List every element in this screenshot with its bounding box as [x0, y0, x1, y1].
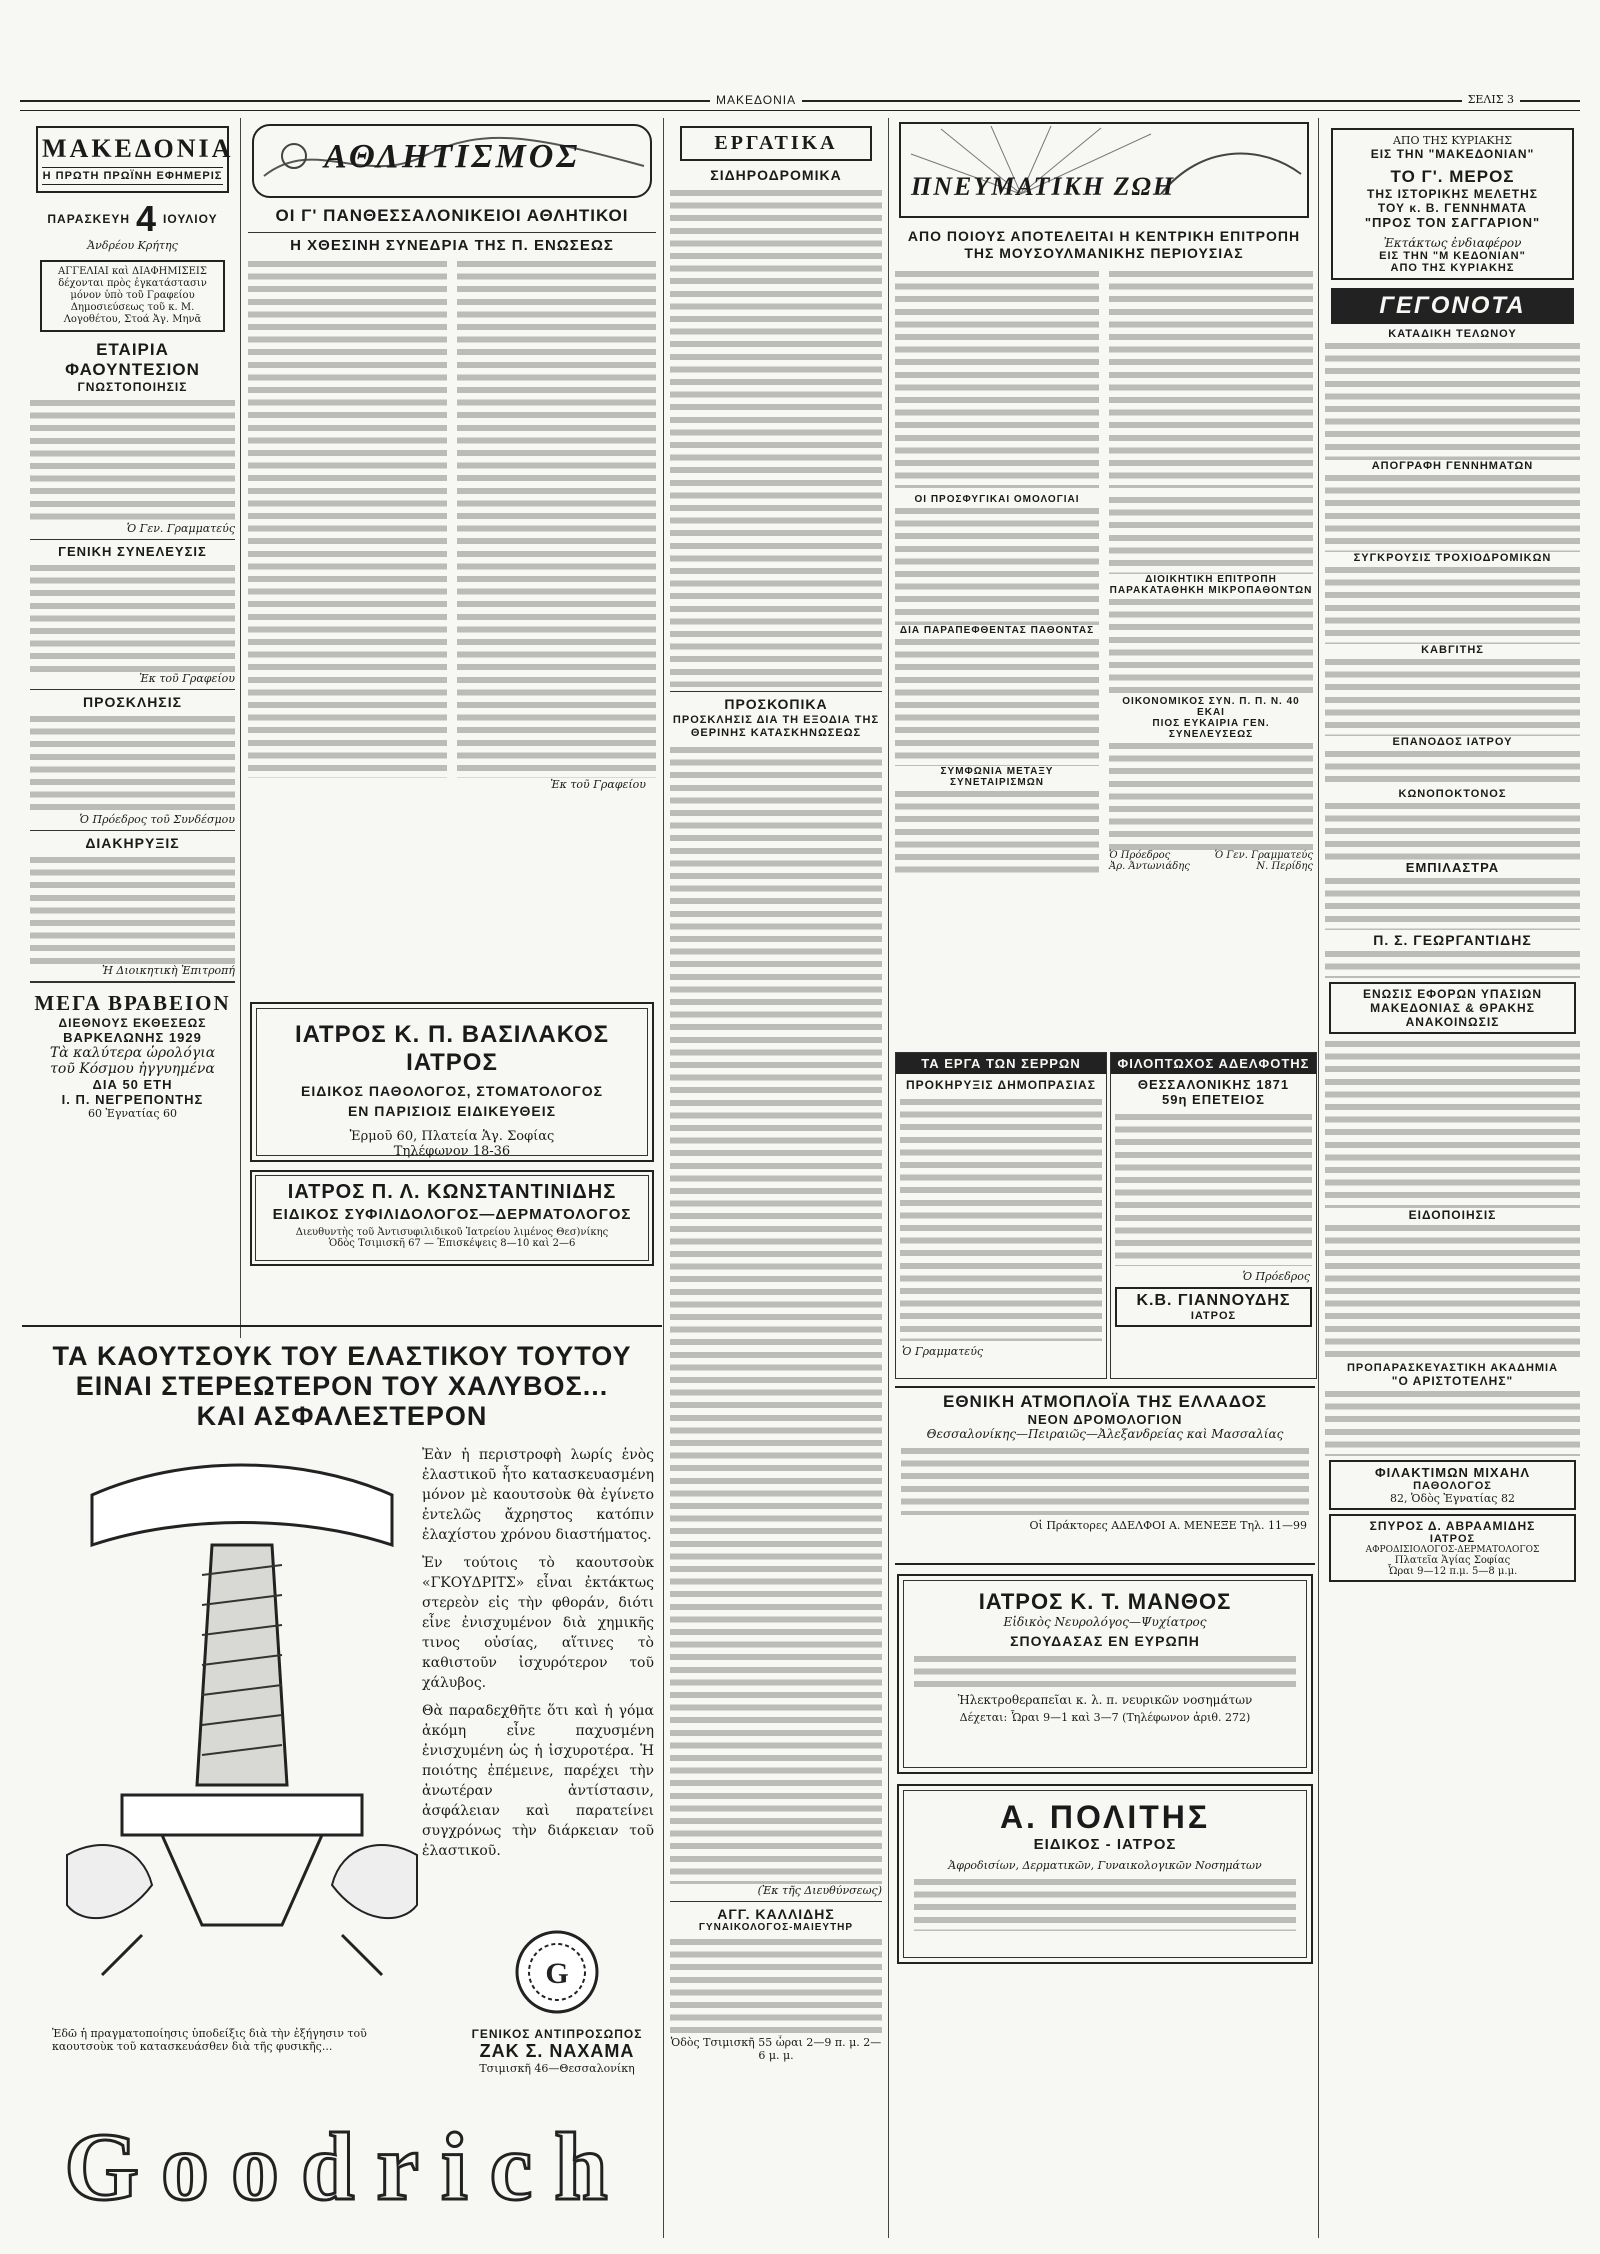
giannoudis-sub: ΙΑΤΡΟΣ	[1190, 1310, 1237, 1322]
intellectual-text-col-b	[1109, 268, 1313, 488]
giannoudis-name: Κ.Β. ΓΙΑΝΝΟΥΔΗΣ	[1136, 1292, 1291, 1309]
event-heading-1: ΚΑΤΑΔΙΚΗ ΤΕΛΩΝΟΥ	[1388, 328, 1517, 340]
manthos-line-4: Δέχεται: Ὧραι 9—1 καὶ 3—7 (Τηλέφωνον ἀριθ. 272)	[959, 1711, 1251, 1724]
avraamidis-line-2: ΙΑΤΡΟΣ	[1429, 1533, 1476, 1545]
col1-article-4	[30, 854, 235, 964]
ad-politis	[897, 1784, 1313, 1964]
intellectual-banner	[899, 122, 1309, 218]
masthead-title: ΜΑΚΕΔΟΝΙΑ	[42, 134, 234, 163]
ad-konst-line-3: Ὁδὸς Τσιμισκῆ 67 — Ἐπισκέψεις 8—10 καὶ 2—6	[328, 1238, 576, 1249]
labor-banner	[680, 126, 872, 161]
event-heading-7: ΕΜΠΙΛΑΣΤΡΑ	[1405, 860, 1500, 875]
steamship-subtitle: ΝΕΟΝ ΔΡΟΜΟΛΟΓΙΟΝ	[1027, 1412, 1183, 1427]
ad-vasilakos-line-2: ΕΝ ΠΑΡΙΣΙΟΙΣ ΕΙΔΙΚΕΥΘΕΙΣ	[347, 1103, 557, 1119]
agent-line-3: Τσιμισκῆ 46—Θεσσαλονίκη	[479, 2062, 635, 2075]
column-4	[895, 118, 1313, 1048]
goodrich-emblem-icon	[512, 1927, 602, 2017]
ad-vasilakos-line-4: Τηλέφωνον 18-36	[393, 1144, 511, 1159]
intellectual-sub-5: ΠΑΡΑΚΑΤΑΘΗΚΗ ΜΙΚΡΟΠΑΘΟΝΤΩΝ	[1109, 585, 1313, 596]
watch-ad-line-1: ΔΙΕΘΝΟΥΣ ΕΚΘΕΣΕΩΣ	[58, 1016, 207, 1030]
sign-left-name: Ἀρ. Ἀντωνιάδης	[1109, 861, 1190, 872]
goodrich-body-3: Θὰ παραδεχθῆτε ὅτι καὶ ἡ γόμα ἀκόμη εἶνε παχυσμένη ἐνισχυμένη ὡς ἡ ἰσχυροτέρα. Ἡ ποιότης ἐπέμεινε, παρέχει τὴν ἀνωτέραν ἀντίστασιν, ἀσφάλειαν καὶ παρατείνει συγχρόνως τὴν διάρκειαν τοῦ ἐλαστικοῦ.	[422, 1703, 654, 1859]
goodrich-agent	[462, 1927, 652, 2075]
avraamidis-line-5: Ὧραι 9—12 π.μ. 5—8 μ.μ.	[1387, 1566, 1518, 1577]
header-paper-name: ΜΑΚΕΔΟΝΙΑ	[710, 93, 802, 107]
steamship-signature: Οἱ Πράκτορες ΑΔΕΛΦΟΙ Α. ΜΕΝΕΞΕ Τηλ. 11—99	[1029, 1519, 1307, 1532]
event-text-6	[1325, 800, 1580, 860]
events-banner	[1331, 288, 1574, 324]
intellectual-headline: ΑΠΟ ΠΟΙΟΥΣ ΑΠΟΤΕΛΕΙΤΑΙ Η ΚΕΝΤΡΙΚΗ ΕΠΙΤΡΟΠΗ ΤΗΣ ΜΟΥΣΟΥΛΜΑΝΙΚΗΣ ΠΕΡΙΟΥΣΙΑΣ	[907, 228, 1301, 261]
sign-right-title: Ὁ Γεν. Γραμματεύς	[1214, 850, 1313, 861]
event-heading-4: ΚΑΒΓΙΤΗΣ	[1421, 644, 1484, 656]
col1-heading-4: ΔΙΑΚΗΡΥΞΙΣ	[85, 835, 180, 851]
phil-subtitle: ΘΕΣΣΑΛΟΝΙΚΗΣ 1871	[1137, 1077, 1290, 1092]
event-text-7	[1325, 875, 1580, 930]
col1-article-2	[30, 562, 235, 672]
intellectual-sub-4: ΔΙΟΙΚΗΤΙΚΗ ΕΠΙΤΡΟΠΗ	[1145, 574, 1277, 585]
promo-line-3: ΤΟ Γ'. ΜΕΡΟΣ	[1390, 167, 1515, 186]
ad-avraamidis	[1329, 1514, 1576, 1582]
goodrich-ad	[22, 1325, 662, 2232]
watch-ad-line-2: ΒΑΡΚΕΛΩΝΗΣ 1929	[63, 1030, 202, 1045]
steamship-text	[901, 1445, 1309, 1515]
academy-text	[1325, 1388, 1580, 1456]
intellectual-signatures	[1109, 850, 1313, 872]
ad-kallidis-sub: ΓΥΝΑΙΚΟΛΟΓΟΣ-ΜΑΙΕΥΤΗΡ	[698, 1922, 854, 1933]
notice-heading: ΕΙΔΟΠΟΙΗΣΙΣ	[1408, 1208, 1497, 1222]
promo-line-6: "ΠΡΟΣ ΤΟΝ ΣΑΓΓΑΡΙΟΝ"	[1364, 215, 1541, 230]
steamship-notice	[895, 1386, 1315, 1565]
labor-signature: (Ἐκ τῆς Διευθύνσεως)	[757, 1884, 882, 1897]
column-rule	[663, 118, 664, 2238]
watch-ad-line-5: ΔΙΑ 50 ΕΤΗ	[92, 1077, 173, 1092]
ads-note-box: ΑΓΓΕΛΙΑΙ καὶ ΔΙΑΦΗΜΙΣΕΙΣ δέχονται πρὸς ἐγκατάστασιν μόνον ὑπὸ τοῦ Γραφείου Δημοσιεύσεως τοῦ κ. Μ. Λογοθέτου, Στοά Ἀγ. Μηνᾶ	[40, 260, 225, 332]
ad-kallidis-address: Ὁδὸς Τσιμισκῆ 55 ὧραι 2—9 π. μ. 2—6 μ. μ.	[670, 2036, 882, 2062]
intellectual-sub-1: ΟΙ ΠΡΟΣΦΥΓΙΚΑΙ ΟΜΟΛΟΓΙΑΙ	[914, 494, 1080, 505]
manthos-name: ΙΑΤΡΟΣ Κ. Τ. ΜΑΝΘΟΣ	[978, 1589, 1232, 1614]
col1-article-1	[30, 397, 235, 522]
col1-signature-3: Ὁ Πρόεδρος τοῦ Συνδέσμου	[79, 813, 235, 826]
ad-giannoudis	[1115, 1287, 1312, 1327]
event-text-2	[1325, 472, 1580, 552]
politis-line-1: Ἀφροδισίων, Δερματικῶν, Γυναικολογικῶν Νοσημάτων	[948, 1859, 1262, 1872]
column-rule	[240, 118, 241, 1338]
ad-vasilakos-line-3: Ἑρμοῦ 60, Πλατεία Ἁγ. Σοφίας	[349, 1129, 555, 1144]
sports-headline: ΟΙ Γ' ΠΑΝΘΕΣΣΑΛΟΝΙΚΕΙΟΙ ΑΘΛΗΤΙΚΟΙ	[275, 206, 629, 225]
promo-line-1: ΑΠΟ ΤΗΣ ΚΥΡΙΑΚΗΣ	[1392, 134, 1512, 147]
column-3	[670, 118, 882, 2218]
intellectual-sub-7-text	[1109, 740, 1313, 850]
sign-left-title: Ὁ Πρόεδρος	[1109, 850, 1171, 861]
column-rule	[1318, 118, 1319, 2238]
phil-subtitle-2: 59η ΕΠΕΤΕΙΟΣ	[1162, 1092, 1265, 1107]
event-heading-5: ΕΠΑΝΟΔΟΣ ΙΑΤΡΟΥ	[1392, 736, 1513, 748]
works-text	[900, 1096, 1102, 1341]
phil-text	[1115, 1111, 1312, 1266]
avraamidis-line-3: ΑΦΡΟΔΙΣΙΟΛΟΓΟΣ-ΔΕΡΜΑΤΟΛΟΓΟΣ	[1365, 1545, 1540, 1555]
ad-konstantinidis	[250, 1170, 654, 1266]
col1-article-3	[30, 713, 235, 813]
column-1	[30, 118, 235, 1333]
intellectual-sub-5-text	[1109, 596, 1313, 696]
event-text-5	[1325, 748, 1580, 788]
works-title: ΤΑ ΕΡΓΑ ΤΩΝ ΣΕΡΡΩΝ	[896, 1053, 1106, 1074]
date-month: ΙΟΥΛΙΟΥ	[163, 212, 218, 226]
goodrich-headline-2: ΕΙΝΑΙ ΣΤΕΡΕΩΤΕΡΟΝ ΤΟΥ ΧΑΛΥΒΟΣ...	[75, 1371, 609, 1401]
intellectual-sub-3: ΣΥΜΦΩΝΙΑ ΜΕΤΑΞΥ ΣΥΝΕΤΑΙΡΙΣΜΩΝ	[940, 766, 1054, 788]
masthead-subtitle: Η ΠΡΩΤΗ ΠΡΩΪΝΗ ΕΦΗΜΕΡΙΣ	[42, 167, 223, 185]
date-day: ΠΑΡΑΣΚΕΥΗ	[47, 212, 131, 226]
event-text-3	[1325, 564, 1580, 644]
intellectual-sub-3-text	[895, 788, 1099, 878]
works-subtitle: ΠΡΟΚΗΡΥΞΙΣ ΔΗΜΟΠΡΑΣΙΑΣ	[906, 1078, 1096, 1092]
phil-title: ΦΙΛΟΠΤΩΧΟΣ ΑΔΕΛΦΟΤΗΣ	[1111, 1053, 1316, 1074]
intellectual-cont-text	[1109, 494, 1313, 574]
politis-name: Α. ΠΟΛΙΤΗΣ	[999, 1799, 1211, 1835]
efors-text	[1325, 1038, 1580, 1208]
intellectual-text-col-a	[895, 268, 1099, 488]
col1-signature-4: Ἡ Διοικητικὴ Ἐπιτροπή	[101, 964, 235, 977]
col1-signature-2: Ἐκ τοῦ Γραφείου	[139, 672, 235, 685]
labor-article-2	[670, 744, 882, 1884]
promo-line-5: ΤΟΥ κ. Β. ΓΕΝΝΗΜΑΤΑ	[1377, 201, 1528, 215]
sign-right-name: Ν. Περίδης	[1256, 861, 1313, 872]
col1-heading-1b: ΓΝΩΣΤΟΠΟΙΗΣΙΣ	[77, 380, 188, 394]
column-5	[1325, 118, 1580, 2228]
labor-section-title: ΕΡΓΑΤΙΚΑ	[714, 132, 838, 154]
date-number: 4	[136, 198, 158, 239]
ad-vasilakos-line-1: ΕΙΔΙΚΟΣ ΠΑΘΟΛΟΓΟΣ, ΣΤΟΜΑΤΟΛΟΓΟΣ	[301, 1083, 603, 1099]
col1-heading-2: ΓΕΝΙΚΗ ΣΥΝΕΛΕΥΣΙΣ	[58, 544, 207, 559]
ad-vasilakos	[250, 1002, 654, 1162]
goodrich-caption: Ἐδῶ ἡ πραγματοποίησις ὑποδείξις διὰ τὴν ἐξήγησιν τοῦ καουτσοὺκ τοῦ κατασκευάσθεν διὰ τῆς φυσικῆς...	[52, 2027, 367, 2053]
manthos-line-1: Εἰδικὸς Νευρολόγος—Ψυχίατρος	[1003, 1615, 1207, 1629]
goodrich-body-2: Ἐν τούτοις τὸ καουτσοὺκ «ΓΚΟΥΔΡΙΤΣ» εἶναι ἐκτάκτως στερεὸν εἰς τὴν φθοράν, διότι εἶνε ἐνισχυμένον διὰ χημικῆς τινος οὐσίας, αἵτινες τὸ καθιστοῦν ἰσχυρότερον τοῦ χάλυβος.	[422, 1555, 654, 1691]
page-header-rule	[20, 93, 1580, 111]
ad-kallidis-text	[670, 1936, 882, 2036]
col1-signature-1: Ὁ Γεν. Γραμματεύς	[126, 522, 235, 535]
ad-konst-line-1: ΕΙΔΙΚΟΣ ΣΥΦΙΛΙΔΟΛΟΓΟΣ—ΔΕΡΜΑΤΟΛΟΓΟΣ	[272, 1206, 632, 1223]
event-text-1	[1325, 340, 1580, 460]
manthos-text	[914, 1653, 1296, 1689]
sports-section-title: ΑΘΛΗΤΙΣΜΟΣ	[324, 138, 581, 175]
avraamidis-line-1: ΣΠΥΡΟΣ Δ. ΑΒΡΑΑΜΙΔΗΣ	[1369, 1519, 1536, 1533]
steamship-route: Θεσσαλονίκης—Πειραιῶς—Ἀλεξανδρείας καὶ Μασσαλίας	[926, 1427, 1284, 1441]
event-text-4	[1325, 656, 1580, 736]
ad-konst-line-2: Διευθυντὴς τοῦ Ἀντισυφιλιδικοῦ Ἰατρείου λιμένος Θεσ)νίκης	[295, 1227, 609, 1238]
agent-line-2: ΖΑΚ Σ. ΝΑΧΑΜΑ	[479, 2041, 635, 2061]
politis-sub: ΕΙΔΙΚΟΣ - ΙΑΤΡΟΣ	[1033, 1836, 1177, 1853]
date-saint: Ἀνδρέου Κρήτης	[87, 239, 178, 252]
scouts-subheading: ΠΡΟΣΚΛΗΣΙΣ ΔΙΑ ΤΗ ΕΞΟΔΙΑ ΤΗΣ ΘΕΡΙΝΗΣ ΚΑΤΑΣΚΗΝΩΣΕΩΣ	[672, 714, 880, 739]
intellectual-sub-7: ΠΙΟΣ ΕΥΚΑΙΡΙΑ ΓΕΝ. ΣΥΝΕΛΕΥΣΕΩΣ	[1152, 718, 1270, 740]
phil-signature: Ὁ Πρόεδρος	[1242, 1270, 1310, 1283]
ad-manthos	[897, 1574, 1313, 1774]
sports-text-col-b	[457, 258, 656, 778]
ad-georgantidis-title: Π. Σ. ΓΕΩΡΓΑΝΤΙΔΗΣ	[1373, 932, 1532, 948]
intellectual-sub-2: ΔΙΑ ΠΑΡΑΠΕΦΘΕΝΤΑΣ ΠΑΘΟΝΤΑΣ	[899, 625, 1095, 636]
efors-sub: ΜΑΚΕΔΟΝΙΑΣ & ΘΡΑΚΗΣ	[1370, 1001, 1535, 1015]
goodrich-body	[422, 1445, 654, 1861]
goodrich-headline-1: ΤΑ ΚΑΟΥΤΣΟΥΚ ΤΟΥ ΕΛΑΣΤΙΚΟΥ ΤΟΥΤΟΥ	[52, 1341, 632, 1371]
academy-heading: ΠΡΟΠΑΡΑΣΚΕΥΑΣΤΙΚΗ ΑΚΑΔΗΜΙΑ	[1346, 1362, 1559, 1374]
col1-heading-1: ΕΤΑΙΡΙΑ ΦΑΟΥΝΤΕΣΙΟΝ	[65, 340, 200, 379]
promo-box	[1331, 128, 1574, 280]
promo-line-9: ΑΠΟ ΤΗΣ ΚΥΡΙΑΚΗΣ	[1390, 262, 1515, 274]
sports-banner	[252, 124, 652, 198]
ad-michael	[1329, 1460, 1576, 1510]
col1-heading-3: ΠΡΟΣΚΛΗΣΙΣ	[83, 694, 182, 710]
watch-ad-line-3: Τὰ καλύτερα ὡρολόγια	[49, 1045, 216, 1061]
column-rule	[888, 118, 889, 2238]
ad-kallidis	[670, 1906, 882, 2062]
event-heading-2: ΑΠΟΓΡΑΦΗ ΓΕΝΝΗΜΑΤΩΝ	[1371, 460, 1534, 472]
manthos-line-2: ΣΠΟΥΔΑΣΑΣ ΕΝ ΕΥΡΩΠΗ	[1010, 1633, 1200, 1649]
ad-konst-name: ΙΑΤΡΟΣ Π. Λ. ΚΩΝΣΤΑΝΤΙΝΙΔΗΣ	[287, 1181, 617, 1203]
watch-ad	[30, 987, 235, 1124]
efors-sub-2: ΑΝΑΚΟΙΝΩΣΙΣ	[1405, 1015, 1500, 1029]
steamship-title: ΕΘΝΙΚΗ ΑΤΜΟΠΛΟΪΑ ΤΗΣ ΕΛΛΑΔΟΣ	[942, 1392, 1267, 1411]
goodrich-body-1: Ἐὰν ἡ περιστροφὴ λωρίς ἑνὸς ἐλαστικοῦ ἦτο κατασκευασμένη μόνον μὲ καουτσοὺκ θὰ ἐγίνετο ἐντελῶς ἄχρηστος κατόπιν ἐλαχίστου χρόνου διαστήματος.	[422, 1447, 654, 1543]
notice-text	[1325, 1222, 1580, 1362]
sports-text-col-a	[248, 258, 447, 778]
politis-text	[914, 1876, 1296, 1931]
promo-line-8: ΕΙΣ ΤΗΝ "Μ ΚΕΔΟΝΙΑΝ"	[1379, 250, 1526, 262]
intellectual-lower	[895, 494, 1313, 878]
event-heading-3: ΣΥΓΚΡΟΥΣΙΣ ΤΡΟΧΙΟΔΡΟΜΙΚΩΝ	[1353, 552, 1552, 564]
labor-subheading: ΣΙΔΗΡΟΔΡΟΜΙΚΑ	[710, 167, 842, 183]
masthead-date	[30, 198, 235, 239]
promo-line-2: ΕΙΣ ΤΗΝ "ΜΑΚΕΔΟΝΙΑΝ"	[1370, 147, 1535, 161]
watch-ad-line-7: 60 Ἐγνατίας 60	[87, 1107, 178, 1120]
michael-line-2: ΠΑΘΟΛΟΓΟΣ	[1413, 1480, 1492, 1492]
philoptochos-notice	[1110, 1052, 1317, 1379]
serres-works-notice	[895, 1052, 1107, 1379]
works-signature: Ὁ Γραμματεύς	[902, 1345, 984, 1358]
ad-georgantidis-text	[1325, 948, 1580, 978]
ad-vasilakos-name: ΙΑΤΡΟΣ Κ. Π. ΒΑΣΙΛΑΚΟΣ ΙΑΤΡΟΣ	[294, 1021, 610, 1076]
intellectual-article	[895, 268, 1313, 488]
academy-name: "Ο ΑΡΙΣΤΟΤΕΛΗΣ"	[1391, 1374, 1514, 1388]
watch-ad-line-6: Ι. Π. ΝΕΓΡΕΠΟΝΤΗΣ	[61, 1092, 204, 1107]
ad-kallidis-name: ΑΓΓ. ΚΑΛΛΙΔΗΣ	[717, 1906, 835, 1922]
labor-article-1	[670, 187, 882, 687]
sports-article	[248, 258, 656, 778]
sports-signature: Ἐκ τοῦ Γραφείου	[550, 778, 646, 791]
avraamidis-line-4: Πλατεῖα Ἁγίας Σοφίας	[1394, 1555, 1511, 1566]
event-heading-6: ΚΩΝΟΠΟΚΤΟΝΟΣ	[1398, 788, 1507, 800]
events-section-title: ΓΕΓΟΝΟΤΑ	[1379, 292, 1526, 319]
intellectual-lower-col-b	[1109, 494, 1313, 878]
manthos-line-3: Ἠλεκτροθεραπεῖαι κ. λ. π. νευρικῶν νοσημάτων	[957, 1693, 1253, 1707]
goodrich-logo: Goodrich	[64, 2113, 630, 2220]
michael-line-3: 82, Ὁδὸς Ἐγνατίας 82	[1390, 1492, 1515, 1505]
intellectual-lower-col-a	[895, 494, 1099, 878]
efors-title: ΕΝΩΣΙΣ ΕΦΟΡΩΝ ΥΠΑΣΙΩΝ	[1362, 987, 1543, 1001]
sports-subheadline: Η ΧΘΕΣΙΝΗ ΣΥΝΕΔΡΙΑ ΤΗΣ Π. ΕΝΩΣΕΩΣ	[248, 232, 656, 254]
goodrich-headline-3: ΚΑΙ ΑΣΦΑΛΕΣΤΕΡΟΝ	[196, 1401, 488, 1431]
column-2	[248, 118, 656, 918]
agent-line-1: ΓΕΝΙΚΟΣ ΑΝΤΙΠΡΟΣΩΠΟΣ	[471, 2027, 643, 2041]
watch-ad-title: ΜΕΓΑ ΒΡΑΒΕΙΟΝ	[34, 991, 231, 1015]
promo-line-4: ΤΗΣ ΙΣΤΟΡΙΚΗΣ ΜΕΛΕΤΗΣ	[1367, 187, 1538, 201]
intellectual-section-title: ΠΝΕΥΜΑΤΙΚΗ ΖΩΗ	[911, 172, 1176, 201]
ad-efors-union	[1329, 982, 1576, 1034]
michael-line-1: ΦΙΛΑΚΤΙΜΩΝ ΜΙΧΑΗΛ	[1374, 1465, 1531, 1480]
intellectual-sub-2-text	[895, 636, 1099, 766]
intellectual-sub-1-text	[895, 505, 1099, 625]
goodrich-emblem-letter: G	[545, 1957, 569, 1990]
watch-ad-line-4: τοῦ Κόσμου ἠγγυημένα	[50, 1061, 215, 1077]
intellectual-sub-6: ΟΙΚΟΝΟΜΙΚΟΣ ΣΥΝ. Π. Π. Ν. 40 ΕΚΑΙ	[1122, 696, 1300, 718]
scouts-heading: ΠΡΟΣΚΟΠΙΚΑ	[724, 696, 828, 712]
tire-gauge-illustration	[62, 1455, 422, 2015]
header-page-label: ΣΕΛΙΣ 3	[1462, 93, 1520, 106]
promo-line-7: Ἐκτάκτως ἐνδιαφέρον	[1383, 236, 1522, 250]
masthead-box	[36, 126, 234, 193]
